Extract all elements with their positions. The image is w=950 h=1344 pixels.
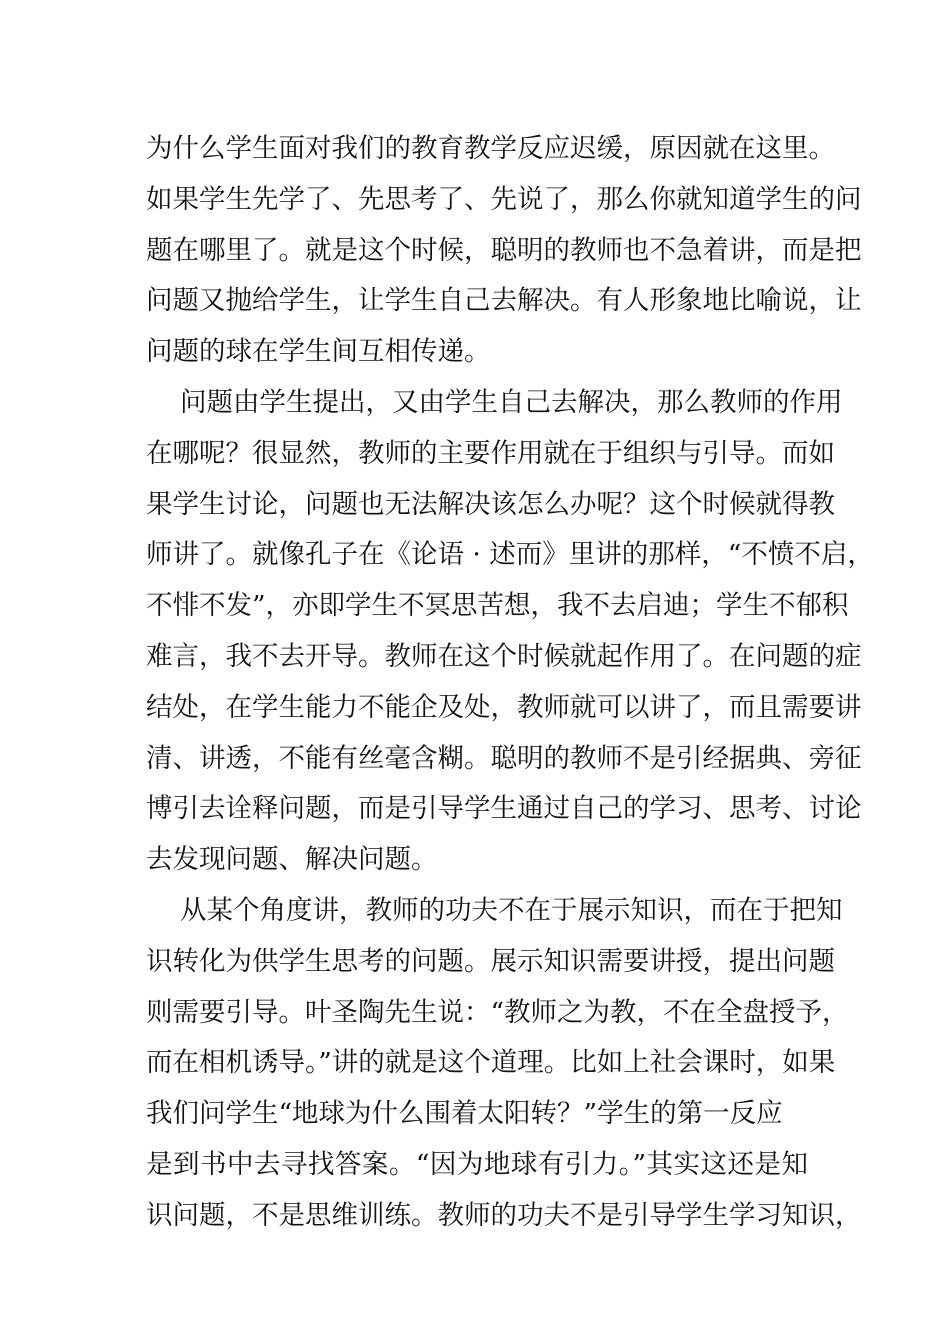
text-line: 我们问学生“地球为什么围着太阳转？”学生的第一反应	[146, 1098, 783, 1130]
text-line: 问题的球在学生间互相传递。	[146, 336, 491, 368]
paragraph-start-line: 从某个角度讲，教师的功夫不在于展示知识，而在于把知	[180, 894, 843, 926]
text-line: 识问题，不是思维训练。教师的功夫不是引导学生学习知识，	[146, 1199, 862, 1231]
text-line: 则需要引导。叶圣陶先生说：“教师之为教，不在全盘授予，	[146, 996, 849, 1028]
text-line: 清、讲透，不能有丝毫含糊。聪明的教师不是引经据典、旁征	[146, 742, 862, 774]
paragraph-start-line: 问题由学生提出，又由学生自己去解决，那么教师的作用	[180, 386, 843, 418]
text-line: 博引去诠释问题，而是引导学生通过自己的学习、思考、讨论	[146, 793, 862, 825]
text-line: 而在相机诱导。”讲的就是这个道理。比如上社会课时，如果	[146, 1047, 836, 1079]
text-line: 师讲了。就像孔子在《论语 · 述而》里讲的那样，“不愤不启，	[146, 539, 874, 571]
text-line: 在哪呢？很显然，教师的主要作用就在于组织与引导。而如	[146, 437, 835, 469]
text-line: 题在哪里了。就是这个时候，聪明的教师也不急着讲，而是把	[146, 234, 862, 266]
text-line: 去发现问题、解决问题。	[146, 844, 438, 876]
text-line: 难言，我不去开导。教师在这个时候就起作用了。在问题的症	[146, 640, 862, 672]
text-line: 为什么学生面对我们的教育教学反应迟缓，原因就在这里。	[146, 133, 835, 164]
text-line: 不悱不发”，亦即学生不冥思苦想，我不去启迪；学生不郁积	[146, 590, 849, 622]
text-line: 是到书中去寻找答案。“因为地球有引力。”其实这还是知	[146, 1148, 808, 1180]
body-text	[146, 124, 874, 1242]
text-line: 果学生讨论，问题也无法解决该怎么办呢？这个时候就得教	[146, 488, 835, 520]
text-line: 问题又抛给学生，让学生自己去解决。有人形象地比喻说，让	[146, 285, 862, 317]
text-line: 结处，在学生能力不能企及处，教师就可以讲了，而且需要讲	[146, 691, 862, 723]
text-line: 识转化为供学生思考的问题。展示知识需要讲授，提出问题	[146, 945, 835, 977]
text-line: 如果学生先学了、先思考了、先说了，那么你就知道学生的问	[146, 183, 862, 215]
